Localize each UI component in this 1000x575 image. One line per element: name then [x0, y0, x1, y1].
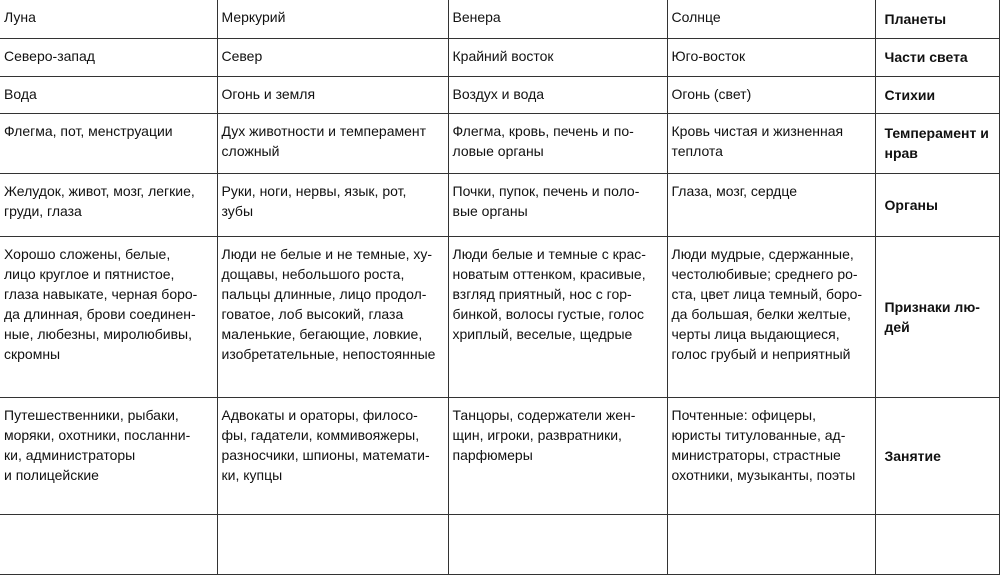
cell-sun-organs: Глаза, мозг, сердце [667, 173, 875, 236]
cell-empty [875, 514, 999, 574]
cell-sun-occupations: Почтенные: офицеры, юристы титулованные, ад- министраторы, страстные охотники, музыканты, поэты [667, 397, 875, 514]
cell-venus-direction: Крайний восток [448, 38, 667, 76]
cell-moon-planet: Луна [0, 0, 217, 38]
cell-empty [0, 514, 217, 574]
cell-venus-occupations: Танцоры, содержатели жен- щин, игроки, развратники, парфюмеры [448, 397, 667, 514]
cell-mercury-organs: Руки, ноги, нервы, язык, рот, зубы [217, 173, 448, 236]
cell-empty [217, 514, 448, 574]
table-row-temperament [0, 113, 999, 173]
cell-mercury-traits: Люди не белые и не темные, ху- дощавы, небольшого роста, пальцы длинные, лицо продол- говатое, лоб высокий, глаза маленькие, бегающие, ловкие, изобретательные, непостоянные [217, 236, 448, 397]
table-row-traits [0, 236, 999, 397]
table-row-directions [0, 38, 999, 76]
cell-venus-organs: Почки, пупок, печень и поло- вые органы [448, 173, 667, 236]
cell-mercury-planet: Меркурий [217, 0, 448, 38]
cell-moon-occupations: Путешественники, рыбаки, моряки, охотники, посланни- ки, администраторы и полицейские [0, 397, 217, 514]
cell-moon-temperament: Флегма, пот, менструации [0, 113, 217, 173]
cell-sun-direction: Юго-восток [667, 38, 875, 76]
row-label-traits: Признаки лю- дей [875, 236, 999, 397]
cell-venus-temperament: Флегма, кровь, печень и по- ловые органы [448, 113, 667, 173]
cell-sun-element: Огонь (свет) [667, 76, 875, 113]
cell-venus-element: Воздух и вода [448, 76, 667, 113]
table-row-planets [0, 0, 999, 38]
table-row-occupations [0, 397, 999, 514]
cell-empty [448, 514, 667, 574]
table-row-elements [0, 76, 999, 113]
cell-mercury-occupations: Адвокаты и ораторы, филосо- фы, гадатели, коммивояжеры, разносчики, шпионы, математи- ки, купцы [217, 397, 448, 514]
table-row-empty [0, 514, 999, 574]
row-label-temperament: Темперамент и нрав [875, 113, 999, 173]
row-label-planets: Планеты [875, 0, 999, 38]
cell-moon-element: Вода [0, 76, 217, 113]
cell-moon-traits: Хорошо сложены, белые, лицо круглое и пятнистое, глаза навыкате, черная боро- да длинная, брови соединен- ные, любезны, миролюбивы, скромны [0, 236, 217, 397]
row-label-directions: Части света [875, 38, 999, 76]
row-label-elements: Стихии [875, 76, 999, 113]
table-row-organs [0, 173, 999, 236]
cell-venus-traits: Люди белые и темные с крас- новатым оттенком, красивые, взгляд приятный, нос с гор- бинкой, волосы густые, голос хриплый, веселые, щедрые [448, 236, 667, 397]
cell-sun-planet: Солнце [667, 0, 875, 38]
cell-sun-traits: Люди мудрые, сдержанные, честолюбивые; среднего ро- ста, цвет лица темный, боро- да большая, белки желтые, черты лица выдающиеся, голос грубый и неприятный [667, 236, 875, 397]
cell-venus-planet: Венера [448, 0, 667, 38]
row-label-occupations: Занятие [875, 397, 999, 514]
cell-mercury-element: Огонь и земля [217, 76, 448, 113]
cell-moon-organs: Желудок, живот, мозг, легкие, груди, глаза [0, 173, 217, 236]
row-label-organs: Органы [875, 173, 999, 236]
cell-moon-direction: Северо-запад [0, 38, 217, 76]
cell-sun-temperament: Кровь чистая и жизненная теплота [667, 113, 875, 173]
cell-mercury-direction: Север [217, 38, 448, 76]
cell-mercury-temperament: Дух животности и темперамент сложный [217, 113, 448, 173]
cell-empty [667, 514, 875, 574]
